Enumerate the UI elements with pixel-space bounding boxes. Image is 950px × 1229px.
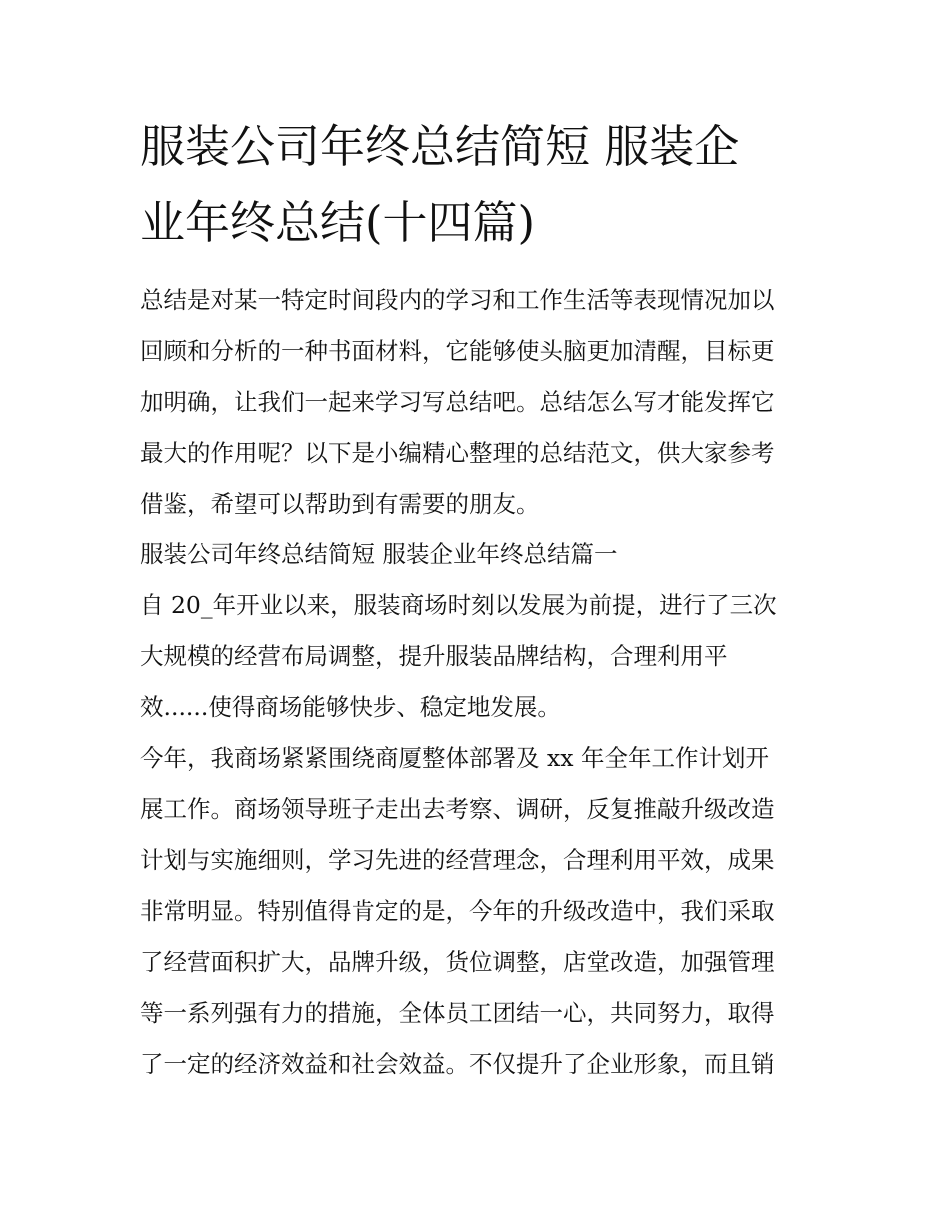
- body-text-line: 效......使得商场能够快步、稳定地发展。: [140, 693, 561, 721]
- body-text-line: 计划与实施细则，学习先进的经营理念，合理利用平效，成果: [140, 846, 775, 874]
- body-text-line: 自 20_年开业以来，服装商场时刻以发展为前提，进行了三次: [140, 591, 777, 619]
- body-text-line: 最大的作用呢？以下是小编精心整理的总结范文，供大家参考: [140, 439, 775, 467]
- body-text-line: 回顾和分析的一种书面材料，它能够使头脑更加清醒，目标更: [140, 337, 775, 365]
- document-title-line-1: 服装公司年终总结简短 服装企: [140, 120, 740, 173]
- body-text-line: 等一系列强有力的措施，全体员工团结一心，共同努力，取得: [140, 999, 775, 1027]
- body-text-line: 非常明显。特别值得肯定的是，今年的升级改造中，我们采取: [140, 897, 775, 925]
- body-text-line: 今年，我商场紧紧围绕商厦整体部署及 xx 年全年工作计划开: [140, 744, 769, 772]
- body-text-line: 了经营面积扩大，品牌升级，货位调整，店堂改造，加强管理: [140, 948, 775, 976]
- body-text-line: 总结是对某一特定时间段内的学习和工作生活等表现情况加以: [140, 286, 775, 314]
- body-text-line: 大规模的经营布局调整，提升服装品牌结构，合理利用平: [140, 642, 728, 670]
- body-text-line: 借鉴，希望可以帮助到有需要的朋友。: [140, 490, 540, 518]
- document-title-line-2: 业年终总结(十四篇): [140, 196, 536, 249]
- body-text-line: 展工作。商场领导班子走出去考察、调研，反复推敲升级改造: [140, 795, 775, 823]
- body-text-line: 了一定的经济效益和社会效益。不仅提升了企业形象，而且销: [140, 1050, 775, 1078]
- section-heading: 服装公司年终总结简短 服装企业年终总结篇一: [140, 540, 618, 568]
- body-text-line: 加明确，让我们一起来学习写总结吧。总结怎么写才能发挥它: [140, 388, 775, 416]
